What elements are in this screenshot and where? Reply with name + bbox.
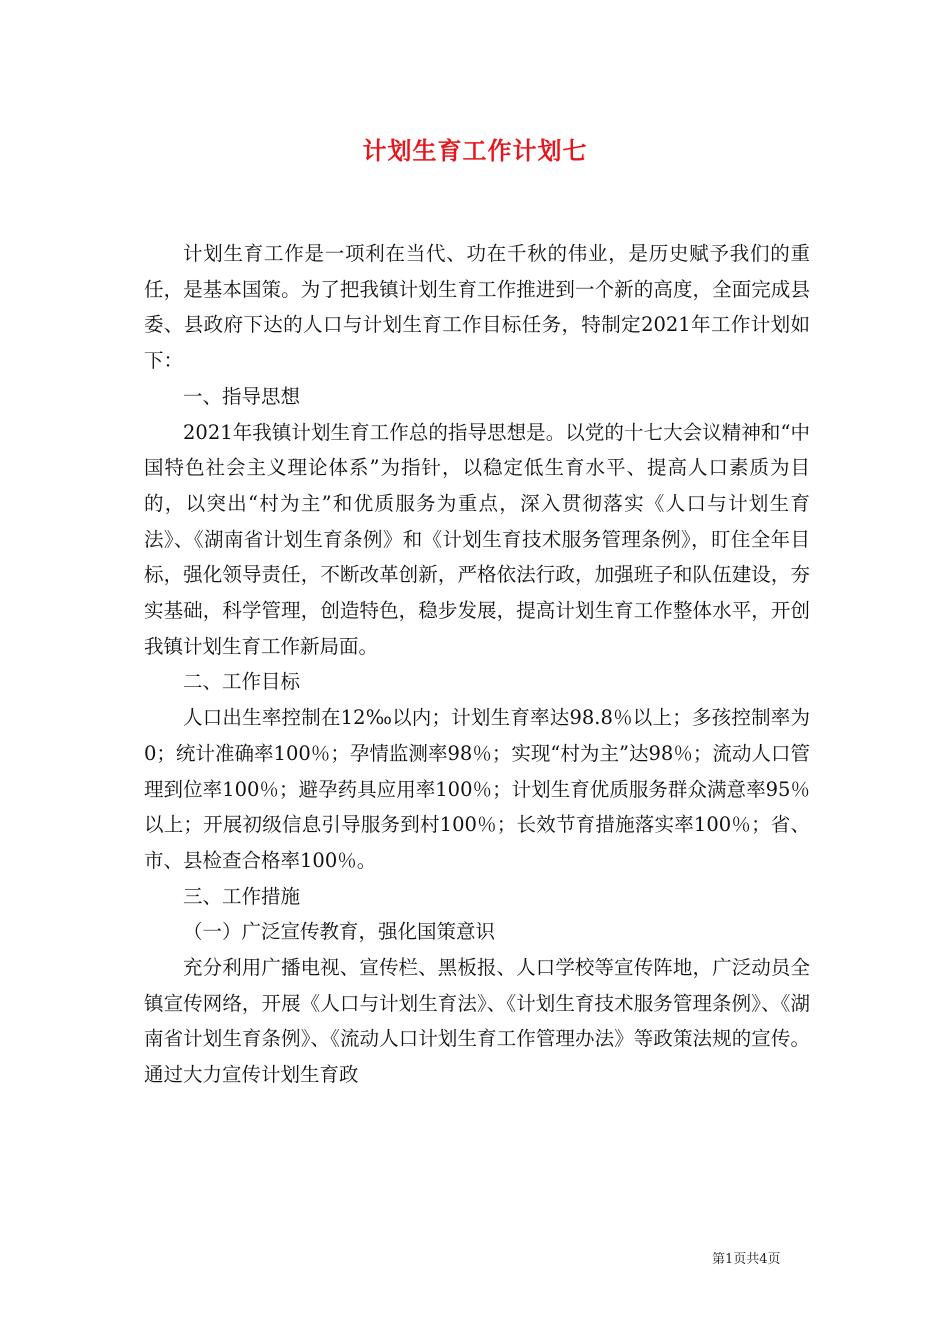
section-heading-guiding-thought: 一、指导思想 bbox=[183, 384, 301, 408]
guiding-thought-paragraph: 2021年我镇计划生育工作总的指导思想是。以党的十七大会议精神和“中国特色社会主义理论体系”为指针，以稳定低生育水平、提高人口素质为目的，以突出“村为主”和优质服务为重点，深入贯彻落实《人口与计划生育法》、《湖南省计划生育条例》和《计划生育技术服务管理条例》，盯住全年目标，强化领导责任，不断改革创新，严格依法行政，加强班子和队伍建设，夯实基础，科学管理，创造特色，稳步发展，提高计划生育工作整体水平，开创我镇计划生育工作新局面。 bbox=[144, 420, 810, 658]
publicity-paragraph: 充分利用广播电视、宣传栏、黑板报、人口学校等宣传阵地，广泛动员全镇宣传网络，开展《人口与计划生育法》、《计划生育技术服务管理条例》、《湖南省计划生育条例》、《流动人口计划生育工作管理办法》等政策法规的宣传。通过大力宣传计划生育政 bbox=[144, 956, 810, 1087]
intro-paragraph: 计划生育工作是一项利在当代、功在千秋的伟业，是历史赋予我们的重任，是基本国策。为了把我镇计划生育工作推进到一个新的高度，全面完成县委、县政府下达的人口与计划生育工作目标任务，特制定2021年工作计划如下： bbox=[144, 242, 810, 373]
section-heading-work-goals: 二、工作目标 bbox=[183, 670, 301, 694]
work-goals-paragraph: 人口出生率控制在12‰以内；计划生育率达98.8％以上；多孩控制率为0；统计准确率100％；孕情监测率98％；实现“村为主”达98％；流动人口管理到位率100％；避孕药具应用率100％；计划生育优质服务群众满意率95％以上；开展初级信息引导服务到村100％；长效节育措施落实率100％；省、市、县检查合格率100％。 bbox=[144, 706, 810, 872]
section-heading-work-measures: 三、工作措施 bbox=[183, 884, 301, 908]
document-body bbox=[144, 236, 810, 1093]
subsection-heading-publicity: （一）广泛宣传教育，强化国策意识 bbox=[183, 920, 496, 944]
page-number: 第1页共4页 bbox=[712, 1252, 781, 1267]
document-title: 计划生育工作计划七 bbox=[362, 136, 588, 165]
